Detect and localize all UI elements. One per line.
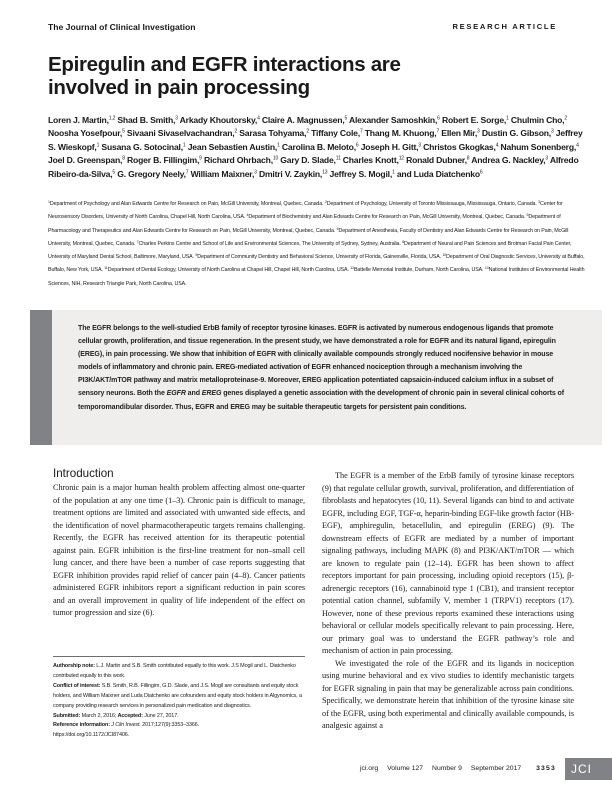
author-name: Charles Knott, <box>342 155 399 166</box>
author-name: Tiffany Cole, <box>311 128 360 139</box>
affiliation-marker: 10 <box>272 155 279 162</box>
affiliation-marker: 3 <box>545 155 548 162</box>
author-name: and Luda Diatchenko <box>396 168 480 179</box>
affiliation-marker: 7 <box>185 169 189 176</box>
affiliation-number: 7 <box>136 239 139 244</box>
affiliation-number: 4 <box>246 213 249 218</box>
affiliation-marker: 3 <box>175 115 178 122</box>
affiliation-number: 10 <box>442 253 447 258</box>
affiliation-marker: 5 <box>344 115 348 122</box>
jci-logo: JCI <box>565 758 612 780</box>
abstract-text <box>78 322 570 414</box>
journal-name: The Journal of Clinical Investigation <box>48 22 196 32</box>
text: 2017;127(9):3353–3366. <box>140 722 200 729</box>
affiliation-marker: 13 <box>322 169 328 176</box>
author-name: Nahum Sonenberg, <box>500 141 577 152</box>
affiliation-number: 8 <box>402 239 405 244</box>
affiliation-marker: 5 <box>112 169 116 176</box>
author-name: Arkady Khoutorsky, <box>179 115 258 125</box>
conflict-of-interest <box>53 682 307 712</box>
label: Reference information: <box>53 722 110 729</box>
author-name: G. Gregory Neely, <box>117 168 186 179</box>
affiliation-marker: 12 <box>398 155 404 162</box>
section-heading-introduction: Introduction <box>53 467 114 480</box>
page-number: 3353 <box>536 765 556 772</box>
body-column-right <box>322 470 574 733</box>
author-name: Dmitri V. Zaykin, <box>258 168 323 179</box>
affiliation-number: 13 <box>484 266 489 271</box>
affiliation-number: 5 <box>526 213 529 218</box>
text: L.J. Martin and S.B. Smith contributed equally to this work. J.S Mogil and L. Diatchenko contributed equally to this work. <box>53 663 296 679</box>
text: S.B. Smith, R.B. Fillingim, G.D. Slade, and J.S. Mogil are consultants and equity stock holders, and William Maixner and Luda Diatchenko are cofounders and equity stock holders in Algynomics, a company providing research services in personalized pain medication and diagnostics. <box>53 682 302 709</box>
affiliation-text: Department of Anesthesia, Faculty of Dentistry and Alan Edwards Centre for Research on Pain, McGill University, Montreal, Quebec, Canada. <box>48 227 569 247</box>
affiliation-marker: 4 <box>257 115 260 122</box>
affiliation-text: Department of Pharmacology and Therapeutics and Alan Edwards Centre for Research on Pain, McGill University, Montreal, Quebec, Canada. <box>48 214 561 234</box>
affiliation-text: Department of Community Dentistry and Behavioral Science, University of Florida, Gainesville, Florida, USA. <box>197 254 442 261</box>
author-name: Ronald Dubner, <box>406 155 467 166</box>
affiliation-marker: 6 <box>355 142 359 149</box>
label: Accepted: <box>117 712 143 719</box>
author-name: Jean Sebastien Austin, <box>187 141 278 152</box>
author-name: Claire A. Magnussen, <box>261 115 345 125</box>
affiliation-number: 6 <box>336 226 339 231</box>
affiliation-number: 11 <box>104 266 108 271</box>
affiliation-text: Battelle Memorial Institute, Durham, North Carolina, USA. <box>353 267 484 274</box>
footer-site[interactable]: jci.org <box>360 765 379 772</box>
author-name: Sarasa Tohyama, <box>239 128 307 139</box>
affiliation-marker: 3 <box>254 169 257 176</box>
reference-information <box>53 721 307 731</box>
affiliation-marker: 2 <box>234 128 238 135</box>
doi-link[interactable]: https://doi.org/10.1172/JCI87406. <box>53 732 130 739</box>
affiliation-marker: 9 <box>199 155 202 162</box>
authorship-note <box>53 662 307 682</box>
label: Submitted: <box>53 712 81 719</box>
author-name: Andrea G. Nackley, <box>471 155 546 166</box>
author-name: Joseph H. Gitt, <box>360 141 419 152</box>
affiliations <box>48 198 588 291</box>
author-name: Dustin G. Gibson, <box>481 128 551 139</box>
author-name: Thang M. Khuong, <box>364 128 437 139</box>
author-name: Gary D. Slade, <box>280 155 336 166</box>
footnote-divider <box>53 656 305 657</box>
author-name: Sivaani Sivaselvachandran, <box>126 128 235 139</box>
affiliation-marker: 1 <box>506 115 509 122</box>
gene-name: EGFR <box>166 390 186 398</box>
author-name: Robert E. Sorge, <box>441 115 507 125</box>
abstract-part: The EGFR belongs to the well-studied ErbB family of receptor tyrosine kinases. EGFR is activated by numerous endogenous ligands that promote cellular growth, proliferation, and tissue regeneration. In the present study, we have demonstrated a role for EGFR and its natural ligand, epiregulin (EREG), in pain processing. We show that inhibition of EGFR with clinically available compounds strongly reduced nocifensive behavior in mouse models of inflammatory and chronic pain. EREG-mediated activation of EGFR enhanced nociception through a mechanism involving the PI3K/AKT/mTOR pathway and matrix metalloproteinase-9. Moreover, EREG application potentiated capsaicin-induced calcium influx in a subset of sensory neurons. Both the <box>78 325 556 398</box>
author-list <box>48 114 588 181</box>
affiliation-text: Charles Perkins Centre and School of Life and Environmental Sciences, The University of Sydney, Sydney, Australia. <box>138 240 401 247</box>
abstract-accent-bar <box>30 310 52 445</box>
article-title: Epiregulin and EGFR interactions are involved in pain processing <box>48 53 401 99</box>
author-name: Joel D. Greenspan, <box>48 155 123 166</box>
author-name: Chulmin Cho, <box>510 115 565 125</box>
page-footer <box>360 764 556 773</box>
author-name: Richard Ohrbach, <box>203 155 273 166</box>
affiliation-number: 3 <box>538 200 541 204</box>
author-name: Ellen Mir, <box>441 128 478 139</box>
author-name: Jeffrey S. Wieskopf, <box>48 128 583 152</box>
affiliation-text: National Institutes of Environmental Health Sciences, NIH, Research Triangle Park, North Carolina, USA. <box>48 267 585 287</box>
affiliation-marker: 6 <box>437 115 440 122</box>
footer-number: Number 9 <box>432 765 462 772</box>
affiliation-marker: 1 <box>96 142 100 149</box>
author-name: Christos Gkogkas, <box>423 141 496 152</box>
affiliation-marker: 7 <box>436 128 440 135</box>
paragraph: We investigated the role of the EGFR and its ligands in nociception using murine behavioral and ex vivo studies to identify mechanistic targets for EGFR signaling in pain that may be generalizable across pain conditions. Specifically, we demonstrate herein that inhibition of the tyrosine kinase site of the EGFR, using both experimental and clinically available compounds, is analgesic against a <box>322 658 574 730</box>
affiliation-text: Department of Oral Diagnostic Services, University at Buffalo, Buffalo, New York, USA. <box>48 254 585 274</box>
text: March 2, 2016; <box>80 712 118 719</box>
affiliation-number: 2 <box>324 200 327 204</box>
affiliation-marker: 5 <box>122 128 125 135</box>
affiliation-text: Center for Neurosensory Disorders, University of North Carolina, Chapel Hill, North Carolina, USA. <box>48 201 563 221</box>
affiliation-text: Department of Neural and Pain Sciences and Brotman Facial Pain Center, University of Maryland Dental School, Baltimore, Maryland, USA. <box>48 240 572 261</box>
section-label: RESEARCH ARTICLE <box>452 22 557 31</box>
affiliation-marker: 8 <box>466 155 470 162</box>
affiliation-marker: 3 <box>418 142 421 149</box>
journal-abbrev: J Clin Invest. <box>109 722 141 729</box>
affiliation-text: Department of Biochemistry and Alan Edwards Centre for Research on Pain, McGill University, Montreal, Quebec, Canada. <box>248 214 526 221</box>
affiliation-marker: 3 <box>477 128 480 135</box>
affiliation-marker: 4 <box>495 142 499 149</box>
abstract-part: and <box>185 390 202 398</box>
affiliation-marker: 1 <box>392 169 395 176</box>
affiliation-number: 12 <box>350 266 354 271</box>
affiliation-text: Department of Dental Ecology, University of North Carolina at Chapel Hill, Chapel Hill, North Carolina, USA. <box>107 267 349 274</box>
author-name: Alfredo Ribeiro-da-Silva, <box>48 155 579 179</box>
label: Authorship note: <box>53 663 95 669</box>
paragraph: Chronic pain is a major human health problem affecting almost one-quarter of the population at any one time (1–3). Chronic pain is difficult to manage, treatment options are limited and associated with unwanted side effects, and the identification of novel pharmacotherapeutic targets remains challenging. Recently, the EGFR has received attention for its therapeutic potential against pain. EGFR inhibition is the first-line treatment for non–small cell lung cancer, and there have been a number of case reports suggesting that EGFR inhibition provides rapid relief of cancer pain (4–8). Cancer patients administered EGFR inhibitors report a significant reduction in pain scores and an overall improvement in quality of life independent of the effect on tumor progression and size (6). <box>53 483 305 617</box>
affiliation-marker: 1,2 <box>108 115 116 122</box>
body-column-left <box>53 482 305 620</box>
gene-name: EREG <box>201 390 222 398</box>
affiliation-marker: 1 <box>182 142 186 149</box>
footer-volume: Volume 127 <box>387 765 424 772</box>
affiliation-marker: 2 <box>306 128 309 135</box>
affiliation-number: 9 <box>195 253 198 258</box>
author-name: Roger B. Fillingim, <box>127 155 200 166</box>
affiliation-number: 1 <box>48 200 50 204</box>
affiliation-marker: 6 <box>479 169 483 176</box>
text: June 27, 2017. <box>142 712 179 719</box>
footer-date: September 2017 <box>470 765 522 772</box>
affiliation-marker: 4 <box>576 142 579 149</box>
affiliation-marker: 1 <box>277 142 280 149</box>
affiliation-text: Department of Psychology, University of Toronto Mississauga, Mississauga, Ontario, Canada. <box>326 201 537 207</box>
affiliation-marker: 3 <box>550 128 554 135</box>
author-name: Noosha Yosefpour, <box>48 128 123 139</box>
author-name: Shad B. Smith, <box>117 115 176 125</box>
author-name: Jeffrey S. Mogil, <box>329 168 393 179</box>
affiliation-marker: 11 <box>335 155 341 162</box>
affiliation-text: Department of Psychology and Alan Edwards Centre for Research on Pain, McGill University, Montreal, Quebec, Canada. <box>49 201 324 207</box>
author-name: William Maixner, <box>190 168 255 179</box>
author-name: Susana G. Sotocinal, <box>101 141 183 152</box>
affiliation-marker: 2 <box>564 115 567 122</box>
author-name: Loren J. Martin, <box>48 115 109 125</box>
abstract-part: genes displayed a genetic association with the development of chronic pain in several clinical cohorts of temporomandibular disorder. Thus, EGFR and EREG may be suitable therapeutic targets for persistent pain conditions. <box>78 390 564 411</box>
submission-dates <box>53 712 307 722</box>
affiliation-marker: 8 <box>122 155 125 162</box>
paragraph: The EGFR is a member of the ErbB family of tyrosine kinase receptors (9) that regulate cellular growth, survival, proliferation, and differentiation of fibroblasts and hepatocytes (10, 11). Several ligands can bind to and activate EGFR, including EGF, TGF-α, heparin-binding EGF-like growth factor (HB-EGF), amphiregulin, betacellulin, and epiregulin (EREG) (9). The downstream effects of EGFR are mediated by a number of important signaling pathways, including MAPK (8) and PI3K/AKT/mTOR — which are known to regulate pain (12–14). EGFR has been shown to affect receptors important for pain processing, including opioid receptors (15), β-adrenergic receptors (16), cannabinoid type 1 (CB1), and transient receptor potential cation channel, subfamily V, member 1 (TRPV1) receptors (17). However, none of these previous reports examined these interactions using behavioral or cellular models specifically relevant to pain processing. Here, our primary goal was to understand the EGFR pathway’s role and mechanism of action in pain processing. <box>322 471 574 655</box>
label: Conflict of interest: <box>53 682 101 689</box>
author-name: Carolina B. Meloto, <box>281 141 356 152</box>
footnotes <box>53 662 307 741</box>
affiliation-marker: 7 <box>359 128 363 135</box>
author-name: Alexander Samoshkin, <box>348 115 438 125</box>
